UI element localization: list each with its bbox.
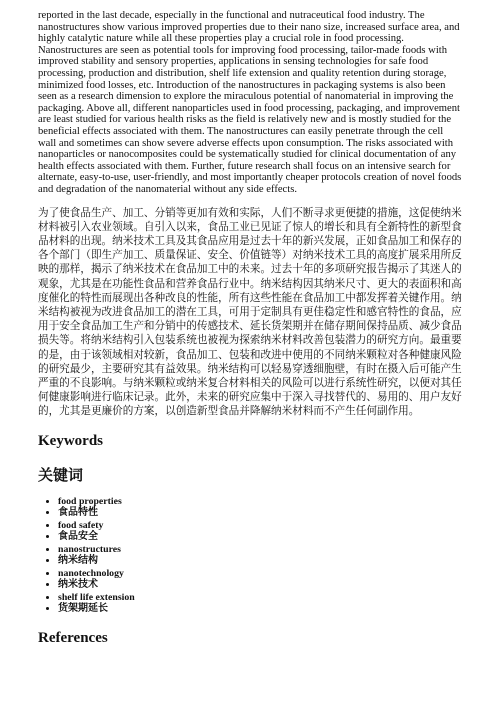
keyword-item: • shelf life extension bbox=[58, 592, 464, 604]
keyword-item: • 食品特性 bbox=[58, 507, 464, 519]
abstract-chinese: 为了使食品生产、加工、分销等更加有效和实际，人们不断寻求更便捷的措施，这促使纳米材料被引入农业领域。自引入以来，食品工业已见证了惊人的增长和具有全新特性的新型食品材料的出现。纳米技术工具及其食品应用是过去十年的新兴发展，正如食品加工和保存的各个部门（即生产加工、质量保证、安全、价值链等）对纳米技术工具的高度扩展采用所反映的那样，揭示了纳米技术在食品加工中的未来。过去十年的多项研究报告揭示了其迷人的观象，尤其是在功能性食品和营养食品行业中。纳米结构因其纳米尺寸、更大的表面积和高度催化的特性而展现出各种改良的性能，所有这些性能在食品加工中都发挥着关键作用。纳米结构被视为改进食品加工的潜在工具，可用于定制具有更佳稳定性和感官特性的食品，应用于安全食品加工生产和分销中的传感技术、延长货架期并在储存期间保持品质、减少食品损失等。将纳米结构引入包装系统也被视为探索纳米材料改善包装潜力的研究方向。最重要的是，由于该领域相对较新，食品加工、包装和改进中使用的不同纳米颗粒对各种健康风险的研究最少，主要研究其有益效果。纳米结构可以轻易穿透细胞壁，有时在摄入后可能产生严重的不良影响。与纳米颗粒或纳米复合材料相关的风险可以进行系统性研究，以便对其任何健康影响进行临床记录。此外，未来的研究应集中于深入寻找替代的、易用的、用户友好的，尤其是更廉价的方案，以创造新型食品并降解纳米材料而不产生任何副作用。 bbox=[38, 206, 462, 418]
keyword-item: • nanotechnology bbox=[58, 568, 464, 580]
keyword-list bbox=[38, 496, 464, 616]
keyword-item: • food properties bbox=[58, 496, 464, 508]
keywords-heading-en: Keywords bbox=[38, 432, 103, 449]
keyword-item: • 食品安全 bbox=[58, 531, 464, 543]
keywords-heading-zh: 关键词 bbox=[38, 465, 84, 484]
abstract-english: reported in the last decade, especially in the functional and nutraceutical food industry. The nanostructures show various improved properties due to their nano size, increased surface area, and highly catalytic nature while all these properties play a crucial role in food processing. Nanostructures are seen as potential tools for improving food processing, tailor-made foods with improved stability and sensory properties, applications in sensing technologies for safe food processing, production and distribution, shelf life extension and quality retention during storage, minimized food losses, etc. Introduction of the nanostructures in packaging systems is also been seen as a research dimension to explore the miraculous potential of nanomaterial in improving the packaging. Above all, different nanoparticles used in food processing, packaging, and improvement are least studied for various health risks as the field is relatively new and is mostly studied for the beneficial effects associated with them. The nanostructures can easily penetrate through the cell wall and sometimes can show severe adverse effects upon consumption. The risks associated with nanoparticles or nanocomposites could be systematically studied for clinical documentation of any health effects associated with them. Further, future research shall focus on an intensive search for alternate, easy-to-use, user-friendly, and most importantly cheaper protocols creation of novel foods and degradation of the nanomaterial without any side effects. bbox=[38, 10, 462, 195]
keyword-item: • 纳米技术 bbox=[58, 579, 464, 591]
keyword-item: • 货架期延长 bbox=[58, 603, 464, 615]
keyword-item: • nanostructures bbox=[58, 544, 464, 556]
keyword-item: • food safety bbox=[58, 520, 464, 532]
references-heading: References bbox=[38, 629, 108, 646]
article-page bbox=[38, 10, 464, 647]
keyword-item: • 纳米结构 bbox=[58, 555, 464, 567]
